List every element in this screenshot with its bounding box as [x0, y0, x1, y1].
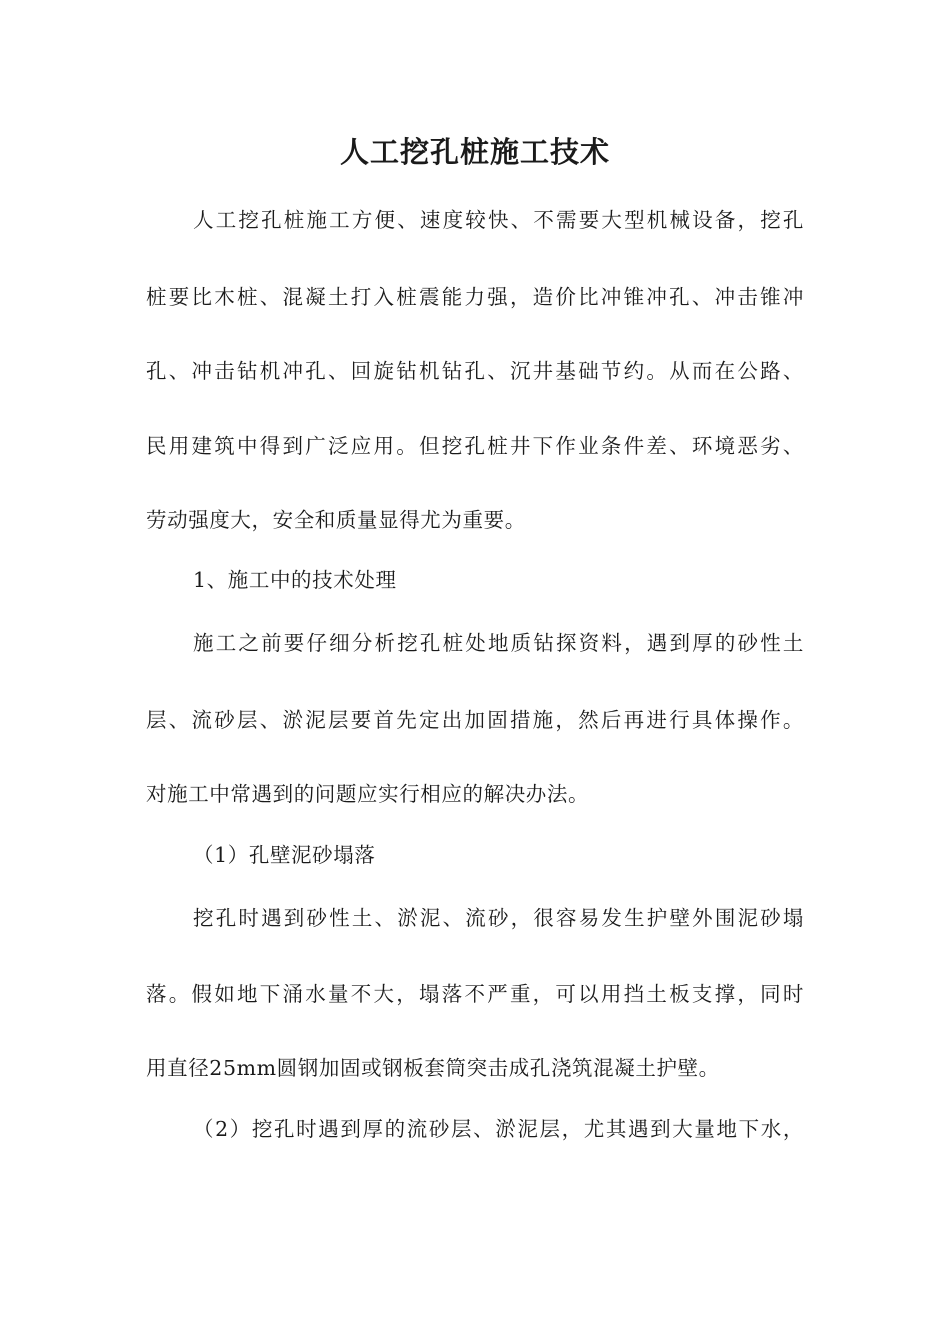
paragraph-2-line-1: 施工之前要仔细分析挖孔桩处地质钻探资料，遇到厚的砂性土	[193, 631, 804, 655]
subheading-1: （1）孔壁泥砂塌落	[193, 843, 376, 867]
section-heading-1: 1、施工中的技术处理	[193, 568, 397, 592]
paragraph-1-line-1: 人工挖孔桩施工方便、速度较快、不需要大型机械设备，挖孔	[193, 208, 804, 232]
paragraph-2-line-2: 层、流砂层、淤泥层要首先定出加固措施，然后再进行具体操作。	[146, 708, 804, 732]
paragraph-1-line-5: 劳动强度大，安全和质量显得尤为重要。	[146, 508, 526, 532]
paragraph-3-line-2: 落。假如地下涌水量不大，塌落不严重，可以用挡土板支撑，同时	[146, 982, 804, 1006]
paragraph-3-line-1: 挖孔时遇到砂性土、淤泥、流砂，很容易发生护壁外围泥砂塌	[193, 906, 804, 930]
paragraph-1-line-3: 孔、冲击钻机冲孔、回旋钻机钻孔、沉井基础节约。从而在公路、	[146, 359, 804, 383]
paragraph-3-line-3: 用直径25mm圆钢加固或钢板套筒突击成孔浇筑混凝土护壁。	[146, 1056, 720, 1080]
paragraph-1-line-2: 桩要比木桩、混凝土打入桩震能力强，造价比冲锥冲孔、冲击锥冲	[146, 285, 804, 309]
document-title: 人工挖孔桩施工技术	[339, 135, 610, 169]
paragraph-1-line-4: 民用建筑中得到广泛应用。但挖孔桩井下作业条件差、环境恶劣、	[146, 434, 804, 458]
paragraph-4-line-1: （2）挖孔时遇到厚的流砂层、淤泥层，尤其遇到大量地下水，	[193, 1117, 804, 1141]
paragraph-2-line-3: 对施工中常遇到的问题应实行相应的解决办法。	[146, 782, 590, 806]
